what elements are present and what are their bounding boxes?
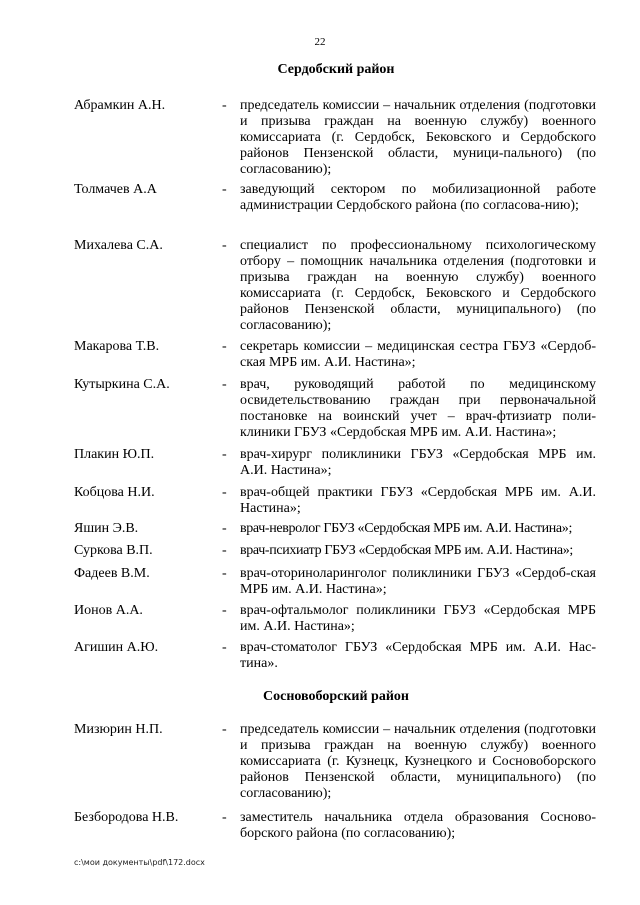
dash: - (222, 810, 227, 825)
dash: - (222, 543, 227, 558)
dash: - (222, 182, 227, 197)
member-name: Макарова Т.В. (74, 339, 160, 354)
member-role: врач, руководящий работой по медицинскому освидетельствованию граждан при первоначальной постановке на воинский учет – врач-фтизиатр поли-клиники ГБУЗ «Сердобская МРБ им. А.И. Настина»; (240, 377, 596, 440)
member-role: заместитель начальника отдела образования Сосново-борского района (по согласованию); (240, 810, 596, 841)
dash: - (222, 640, 227, 655)
member-name: Фадеев В.М. (74, 566, 150, 581)
member-name: Кобцова Н.И. (74, 485, 155, 500)
member-role: врач-офтальмолог поликлиники ГБУЗ «Сердобская МРБ им. А.И. Настина»; (240, 603, 596, 634)
dash: - (222, 485, 227, 500)
member-role: специалист по профессиональному психологическому отбору – помощник начальника отделения (подготовки и призыва граждан на военную службу) военного комиссариата (г. Сердобск, Бековского и Сердобского районов Пензенской области, муниципального) (по согласованию); (240, 238, 596, 333)
member-name: Абрамкин А.Н. (74, 98, 166, 113)
member-name: Михалева С.А. (74, 238, 163, 253)
member-name: Кутыркина С.А. (74, 377, 170, 392)
dash: - (222, 238, 227, 253)
section-title-serdobsk: Сердобский район (277, 62, 395, 77)
dash: - (222, 566, 227, 581)
member-role: врач-невролог ГБУЗ «Сердобская МРБ им. А.И. Настина»; (240, 521, 572, 536)
member-role: врач-психиатр ГБУЗ «Сердобская МРБ им. А.И. Настина»; (240, 543, 573, 558)
member-role: секретарь комиссии – медицинская сестра ГБУЗ «Сердоб-ская МРБ им. А.И. Настина»; (240, 339, 596, 370)
dash: - (222, 722, 227, 737)
page-number: 22 (314, 36, 326, 48)
dash: - (222, 603, 227, 618)
member-role: врач-стоматолог ГБУЗ «Сердобская МРБ им. А.И. Нас-тина». (240, 640, 596, 671)
member-role: врач-хирург поликлиники ГБУЗ «Сердобская МРБ им. А.И. Настина»; (240, 447, 596, 478)
dash: - (222, 98, 227, 113)
member-name: Яшин Э.В. (74, 521, 139, 536)
member-role: врач-общей практики ГБУЗ «Сердобская МРБ им. А.И. Настина»; (240, 485, 596, 516)
member-role: председатель комиссии – начальник отделения (подготовки и призыва граждан на военную службу) военного комиссариата (г. Кузнецк, Кузнецкого и Сосновоборского районов Пензенской области, муниципального) (по согласованию); (240, 722, 596, 801)
member-name: Мизюрин Н.П. (74, 722, 163, 737)
member-name: Безбородова Н.В. (74, 810, 179, 825)
section-title-sosnovoborsk: Сосновоборский район (263, 689, 409, 704)
member-role: председатель комиссии – начальник отделения (подготовки и призыва граждан на военную службу) военного комиссариата (г. Сердобск, Бековского и Сердобского районов Пензенской области, муници-пального) (по согласованию); (240, 98, 596, 177)
member-name: Плакин Ю.П. (74, 447, 155, 462)
member-name: Суркова В.П. (74, 543, 153, 558)
member-name: Агишин А.Ю. (74, 640, 159, 655)
member-role: врач-оториноларинголог поликлиники ГБУЗ «Сердоб-ская МРБ им. А.И. Настина»; (240, 566, 596, 597)
dash: - (222, 447, 227, 462)
dash: - (222, 339, 227, 354)
dash: - (222, 521, 227, 536)
member-name: Ионов А.А. (74, 603, 143, 618)
member-name: Толмачев А.А (74, 182, 157, 197)
dash: - (222, 377, 227, 392)
footer-file-path: c:\мои документы\pdf\172.docx (74, 858, 205, 867)
member-role: заведующий сектором по мобилизационной работе администрации Сердобского района (по согласова-нию); (240, 182, 596, 213)
